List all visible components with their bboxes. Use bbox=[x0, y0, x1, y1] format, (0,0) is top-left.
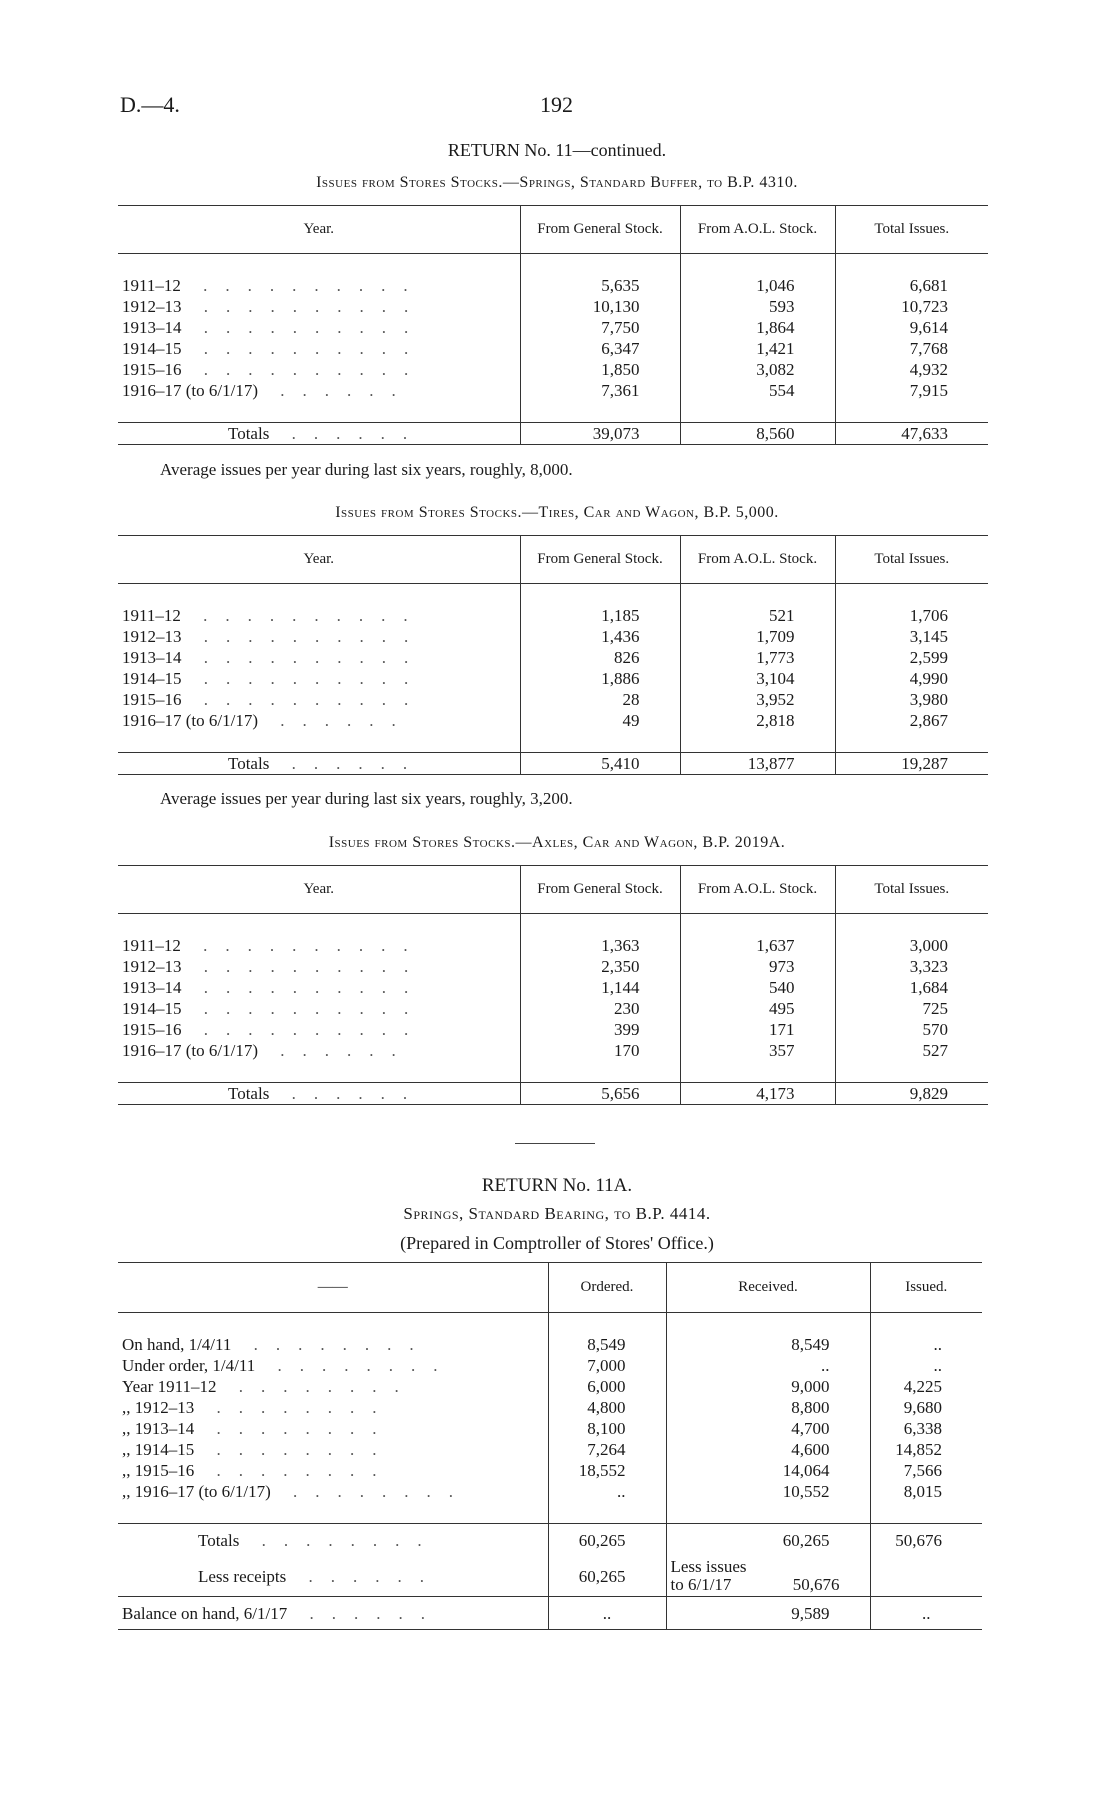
leader-dots: ...... bbox=[287, 1603, 443, 1623]
row-label: 1916–17 (to 6/1/17) bbox=[122, 711, 258, 730]
ordered-cell: 7,264 bbox=[548, 1439, 666, 1460]
less-ordered: 60,265 bbox=[548, 1556, 666, 1597]
leader-dots: .......... bbox=[181, 669, 427, 688]
total-cell: 3,145 bbox=[835, 626, 988, 647]
leader-dots: ...... bbox=[269, 424, 426, 443]
total-cell: 3,323 bbox=[835, 956, 988, 977]
leader-dots: .......... bbox=[181, 690, 427, 709]
leader-dots: .......... bbox=[181, 648, 427, 667]
general-cell: 1,436 bbox=[520, 626, 680, 647]
table-row bbox=[118, 338, 988, 359]
table-2-note: Average issues per year during last six years, roughly, 3,200. bbox=[160, 789, 573, 808]
table-row bbox=[118, 998, 988, 1019]
return-11-title: RETURN No. 11—continued. bbox=[447, 140, 667, 160]
table-row bbox=[118, 380, 988, 401]
ordered-cell: 18,552 bbox=[548, 1460, 666, 1481]
leader-dots: ...... bbox=[258, 1041, 414, 1060]
label-cell bbox=[118, 1460, 548, 1481]
leader-dots: .......... bbox=[181, 360, 427, 379]
year-cell bbox=[118, 998, 520, 1019]
aol-cell: 1,046 bbox=[680, 275, 835, 296]
leader-dots: .......... bbox=[181, 957, 427, 976]
document-code: D.—4. bbox=[120, 92, 180, 117]
received-cell: 10,552 bbox=[666, 1481, 870, 1502]
label-cell bbox=[118, 1355, 548, 1376]
leader-dots: .......... bbox=[180, 276, 426, 295]
totals-label-cell bbox=[118, 423, 520, 445]
aol-cell: 171 bbox=[680, 1019, 835, 1040]
received-cell: 4,700 bbox=[666, 1418, 870, 1439]
aol-cell: 593 bbox=[680, 296, 835, 317]
balance-row bbox=[118, 1597, 982, 1630]
row-label: Totals bbox=[228, 754, 270, 773]
year-cell bbox=[118, 605, 520, 626]
col-total: Total Issues. bbox=[835, 206, 988, 254]
issued-cell: 4,225 bbox=[870, 1376, 982, 1397]
row-label: 1913–14 bbox=[122, 318, 182, 337]
table-1-note: Average issues per year during last six years, roughly, 8,000. bbox=[160, 460, 573, 479]
year-cell bbox=[118, 977, 520, 998]
general-cell: 1,363 bbox=[520, 935, 680, 956]
aol-cell: 1,864 bbox=[680, 317, 835, 338]
row-label: 1911–12 bbox=[122, 936, 181, 955]
table-row bbox=[118, 1355, 982, 1376]
issued-cell: 7,566 bbox=[870, 1460, 982, 1481]
ordered-cell: 4,800 bbox=[548, 1397, 666, 1418]
total-cell: 1,706 bbox=[835, 605, 988, 626]
received-cell: 14,064 bbox=[666, 1460, 870, 1481]
totals-total: 19,287 bbox=[835, 753, 988, 775]
aol-cell: 1,637 bbox=[680, 935, 835, 956]
table-row bbox=[118, 668, 988, 689]
table-row bbox=[118, 710, 988, 731]
aol-cell: 554 bbox=[680, 380, 835, 401]
totals-row bbox=[118, 753, 988, 775]
label-cell bbox=[118, 1397, 548, 1418]
leader-dots: ...... bbox=[286, 1566, 443, 1586]
table-tires bbox=[118, 535, 988, 775]
totals-general: 39,073 bbox=[520, 423, 680, 445]
general-cell: 5,635 bbox=[520, 275, 680, 296]
leader-dots: .......... bbox=[181, 297, 427, 316]
row-label: Year 1911–12 bbox=[122, 1377, 217, 1396]
totals-label-cell bbox=[118, 1524, 548, 1557]
col-received: Received. bbox=[666, 1263, 870, 1313]
total-cell: 1,684 bbox=[835, 977, 988, 998]
row-label: 1914–15 bbox=[122, 339, 182, 358]
year-cell bbox=[118, 647, 520, 668]
total-cell: 4,990 bbox=[835, 668, 988, 689]
table-row bbox=[118, 956, 988, 977]
balance-label-cell bbox=[118, 1597, 548, 1630]
issued-cell: 8,015 bbox=[870, 1481, 982, 1502]
table-row bbox=[118, 1397, 982, 1418]
totals-ordered: 60,265 bbox=[548, 1524, 666, 1557]
label-cell bbox=[118, 1334, 548, 1355]
table-row bbox=[118, 689, 988, 710]
totals-general: 5,656 bbox=[520, 1083, 680, 1105]
totals-label-cell bbox=[118, 1083, 520, 1105]
less-issues-label: Less issues to 6/1/17 bbox=[670, 1557, 747, 1594]
leader-dots: ........ bbox=[255, 1356, 456, 1375]
col-total: Total Issues. bbox=[835, 866, 988, 914]
aol-cell: 540 bbox=[680, 977, 835, 998]
col-year: Year. bbox=[118, 536, 520, 584]
year-cell bbox=[118, 1019, 520, 1040]
leader-dots: .......... bbox=[181, 1020, 427, 1039]
general-cell: 7,750 bbox=[520, 317, 680, 338]
general-cell: 49 bbox=[520, 710, 680, 731]
row-label: 1912–13 bbox=[122, 957, 182, 976]
leader-dots: ...... bbox=[258, 381, 414, 400]
totals-total: 47,633 bbox=[835, 423, 988, 445]
year-cell bbox=[118, 359, 520, 380]
table-3-caption: Issues from Stores Stocks.—Axles, Car and Wagon, B.P. 2019A. bbox=[328, 834, 786, 851]
row-label: 1913–14 bbox=[122, 648, 182, 667]
row-label: ,, 1916–17 (to 6/1/17) bbox=[122, 1482, 271, 1501]
table-springs-buffer bbox=[118, 205, 988, 445]
row-label: 1914–15 bbox=[122, 669, 182, 688]
total-cell: 9,614 bbox=[835, 317, 988, 338]
row-label: Totals bbox=[198, 1530, 240, 1550]
col-aol: From A.O.L. Stock. bbox=[680, 206, 835, 254]
row-label: 1916–17 (to 6/1/17) bbox=[122, 381, 258, 400]
section-divider bbox=[515, 1143, 595, 1144]
table-row bbox=[118, 1019, 988, 1040]
table-row bbox=[118, 296, 988, 317]
received-cell: 4,600 bbox=[666, 1439, 870, 1460]
row-label: Under order, 1/4/11 bbox=[122, 1356, 256, 1375]
balance-issued: .. bbox=[870, 1597, 982, 1630]
col-total: Total Issues. bbox=[835, 536, 988, 584]
received-cell: 8,549 bbox=[666, 1334, 870, 1355]
year-cell bbox=[118, 935, 520, 956]
leader-dots: ...... bbox=[269, 1084, 426, 1103]
row-label: 1914–15 bbox=[122, 999, 182, 1018]
aol-cell: 495 bbox=[680, 998, 835, 1019]
total-cell: 7,915 bbox=[835, 380, 988, 401]
less-received-cell bbox=[666, 1556, 870, 1597]
aol-cell: 2,818 bbox=[680, 710, 835, 731]
totals-total: 9,829 bbox=[835, 1083, 988, 1105]
year-cell bbox=[118, 317, 520, 338]
aol-cell: 1,773 bbox=[680, 647, 835, 668]
table-row bbox=[118, 1040, 988, 1061]
issued-cell: 9,680 bbox=[870, 1397, 982, 1418]
col-general: From General Stock. bbox=[520, 536, 680, 584]
general-cell: 1,850 bbox=[520, 359, 680, 380]
totals-aol: 8,560 bbox=[680, 423, 835, 445]
total-cell: 2,867 bbox=[835, 710, 988, 731]
return-11a-prepared: (Prepared in Comptroller of Stores' Office.) bbox=[400, 1233, 714, 1253]
totals-aol: 13,877 bbox=[680, 753, 835, 775]
year-cell bbox=[118, 956, 520, 977]
leader-dots: ........ bbox=[194, 1440, 395, 1459]
total-cell: 527 bbox=[835, 1040, 988, 1061]
leader-dots: .......... bbox=[180, 936, 426, 955]
table-row bbox=[118, 647, 988, 668]
table-row bbox=[118, 1376, 982, 1397]
table-row bbox=[118, 317, 988, 338]
received-cell: .. bbox=[666, 1355, 870, 1376]
totals-row bbox=[118, 1083, 988, 1105]
row-label: 1915–16 bbox=[122, 360, 182, 379]
general-cell: 1,144 bbox=[520, 977, 680, 998]
general-cell: 6,347 bbox=[520, 338, 680, 359]
general-cell: 826 bbox=[520, 647, 680, 668]
general-cell: 7,361 bbox=[520, 380, 680, 401]
table-row bbox=[118, 275, 988, 296]
totals-row bbox=[118, 1524, 982, 1557]
table-row bbox=[118, 359, 988, 380]
row-label: 1912–13 bbox=[122, 627, 182, 646]
total-cell: 6,681 bbox=[835, 275, 988, 296]
less-row bbox=[118, 1556, 982, 1597]
row-label: ,, 1913–14 bbox=[122, 1419, 195, 1438]
row-label: ,, 1914–15 bbox=[122, 1440, 195, 1459]
less-issued bbox=[870, 1556, 982, 1597]
leader-dots: ...... bbox=[258, 711, 414, 730]
row-label: 1912–13 bbox=[122, 297, 182, 316]
row-label: 1911–12 bbox=[122, 606, 181, 625]
page-number: 192 bbox=[540, 92, 573, 117]
table-1-caption: Issues from Stores Stocks.—Springs, Standard Buffer, to B.P. 4310. bbox=[316, 174, 798, 191]
leader-dots: .......... bbox=[180, 606, 426, 625]
row-label: Less receipts bbox=[198, 1566, 287, 1586]
totals-aol: 4,173 bbox=[680, 1083, 835, 1105]
leader-dots: .......... bbox=[181, 318, 427, 337]
ordered-cell: 8,549 bbox=[548, 1334, 666, 1355]
col-aol: From A.O.L. Stock. bbox=[680, 536, 835, 584]
aol-cell: 1,709 bbox=[680, 626, 835, 647]
table-row bbox=[118, 935, 988, 956]
leader-dots: ........ bbox=[194, 1461, 395, 1480]
year-cell bbox=[118, 296, 520, 317]
label-cell bbox=[118, 1439, 548, 1460]
totals-label-cell bbox=[118, 753, 520, 775]
aol-cell: 3,082 bbox=[680, 359, 835, 380]
row-label: 1915–16 bbox=[122, 1020, 182, 1039]
totals-general: 5,410 bbox=[520, 753, 680, 775]
issued-cell: 6,338 bbox=[870, 1418, 982, 1439]
total-cell: 3,000 bbox=[835, 935, 988, 956]
col-general: From General Stock. bbox=[520, 206, 680, 254]
total-cell: 7,768 bbox=[835, 338, 988, 359]
general-cell: 2,350 bbox=[520, 956, 680, 977]
total-cell: 3,980 bbox=[835, 689, 988, 710]
table-row bbox=[118, 1334, 982, 1355]
leader-dots: ........ bbox=[239, 1530, 440, 1550]
total-cell: 4,932 bbox=[835, 359, 988, 380]
table-row bbox=[118, 626, 988, 647]
year-cell bbox=[118, 710, 520, 731]
aol-cell: 521 bbox=[680, 605, 835, 626]
total-cell: 725 bbox=[835, 998, 988, 1019]
table-axles bbox=[118, 865, 988, 1105]
year-cell bbox=[118, 1040, 520, 1061]
balance-received: 9,589 bbox=[666, 1597, 870, 1630]
row-label: 1913–14 bbox=[122, 978, 182, 997]
leader-dots: .......... bbox=[181, 627, 427, 646]
issued-cell: .. bbox=[870, 1334, 982, 1355]
year-cell bbox=[118, 689, 520, 710]
general-cell: 399 bbox=[520, 1019, 680, 1040]
aol-cell: 1,421 bbox=[680, 338, 835, 359]
leader-dots: ........ bbox=[231, 1335, 432, 1354]
ordered-cell: .. bbox=[548, 1481, 666, 1502]
label-cell bbox=[118, 1481, 548, 1502]
issued-cell: .. bbox=[870, 1355, 982, 1376]
ordered-cell: 7,000 bbox=[548, 1355, 666, 1376]
year-cell bbox=[118, 275, 520, 296]
leader-dots: .......... bbox=[181, 999, 427, 1018]
totals-received: 60,265 bbox=[666, 1524, 870, 1557]
received-cell: 9,000 bbox=[666, 1376, 870, 1397]
aol-cell: 357 bbox=[680, 1040, 835, 1061]
table-row bbox=[118, 1439, 982, 1460]
col-general: From General Stock. bbox=[520, 866, 680, 914]
received-cell: 8,800 bbox=[666, 1397, 870, 1418]
year-cell bbox=[118, 338, 520, 359]
ordered-cell: 6,000 bbox=[548, 1376, 666, 1397]
row-label: Totals bbox=[228, 1084, 270, 1103]
leader-dots: ...... bbox=[269, 754, 426, 773]
less-label-cell bbox=[118, 1556, 548, 1597]
col-year: Year. bbox=[118, 866, 520, 914]
table-return-11a bbox=[118, 1262, 982, 1630]
label-cell bbox=[118, 1376, 548, 1397]
table-2-caption: Issues from Stores Stocks.—Tires, Car and Wagon, B.P. 5,000. bbox=[335, 504, 779, 521]
general-cell: 1,886 bbox=[520, 668, 680, 689]
leader-dots: ........ bbox=[270, 1482, 471, 1501]
general-cell: 170 bbox=[520, 1040, 680, 1061]
general-cell: 10,130 bbox=[520, 296, 680, 317]
less-issues-value: 50,676 bbox=[792, 1575, 840, 1594]
table-row bbox=[118, 1460, 982, 1481]
issued-cell: 14,852 bbox=[870, 1439, 982, 1460]
row-label: ,, 1912–13 bbox=[122, 1398, 195, 1417]
label-cell bbox=[118, 1418, 548, 1439]
col-issued: Issued. bbox=[870, 1263, 982, 1313]
col-aol: From A.O.L. Stock. bbox=[680, 866, 835, 914]
general-cell: 1,185 bbox=[520, 605, 680, 626]
col-label: —— bbox=[118, 1263, 548, 1313]
row-label: 1916–17 (to 6/1/17) bbox=[122, 1041, 258, 1060]
aol-cell: 3,104 bbox=[680, 668, 835, 689]
balance-ordered: .. bbox=[548, 1597, 666, 1630]
table-row bbox=[118, 977, 988, 998]
leader-dots: ........ bbox=[216, 1377, 417, 1396]
aol-cell: 973 bbox=[680, 956, 835, 977]
leader-dots: .......... bbox=[181, 339, 427, 358]
total-cell: 10,723 bbox=[835, 296, 988, 317]
total-cell: 2,599 bbox=[835, 647, 988, 668]
leader-dots: ........ bbox=[194, 1419, 395, 1438]
col-year: Year. bbox=[118, 206, 520, 254]
general-cell: 230 bbox=[520, 998, 680, 1019]
row-label: 1911–12 bbox=[122, 276, 181, 295]
leader-dots: ........ bbox=[194, 1398, 395, 1417]
row-label: On hand, 1/4/11 bbox=[122, 1335, 232, 1354]
row-label: Balance on hand, 6/1/17 bbox=[122, 1603, 288, 1623]
return-11a-subtitle: Springs, Standard Bearing, to B.P. 4414. bbox=[403, 1204, 711, 1223]
ordered-cell: 8,100 bbox=[548, 1418, 666, 1439]
aol-cell: 3,952 bbox=[680, 689, 835, 710]
col-ordered: Ordered. bbox=[548, 1263, 666, 1313]
return-11a-title: RETURN No. 11A. bbox=[481, 1175, 633, 1196]
year-cell bbox=[118, 626, 520, 647]
row-label: ,, 1915–16 bbox=[122, 1461, 195, 1480]
leader-dots: .......... bbox=[181, 978, 427, 997]
row-label: Totals bbox=[228, 424, 270, 443]
table-row bbox=[118, 1418, 982, 1439]
year-cell bbox=[118, 668, 520, 689]
totals-row bbox=[118, 423, 988, 445]
table-row bbox=[118, 1481, 982, 1502]
row-label: 1915–16 bbox=[122, 690, 182, 709]
totals-issued: 50,676 bbox=[870, 1524, 982, 1557]
table-row bbox=[118, 605, 988, 626]
year-cell bbox=[118, 380, 520, 401]
total-cell: 570 bbox=[835, 1019, 988, 1040]
general-cell: 28 bbox=[520, 689, 680, 710]
